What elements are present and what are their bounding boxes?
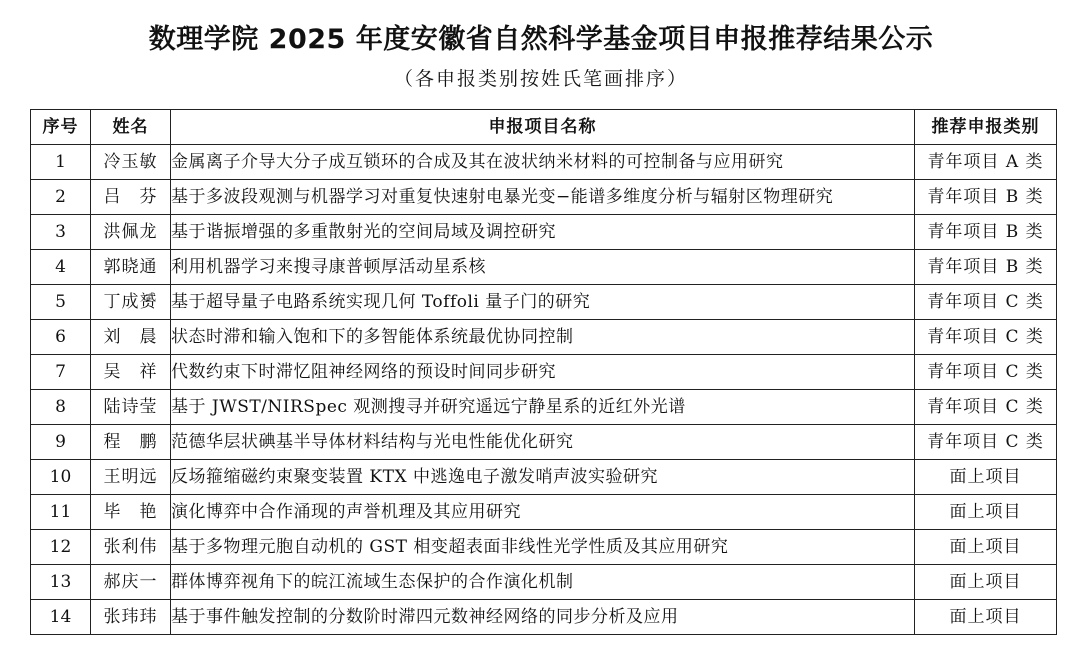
page-subtitle: （各申报类别按姓氏笔画排序）	[393, 68, 688, 90]
row-category: 青年项目 B 类	[915, 180, 1057, 215]
header-no: 序号	[31, 110, 91, 145]
row-category: 青年项目 C 类	[915, 425, 1057, 460]
row-category: 青年项目 C 类	[915, 355, 1057, 390]
row-category: 青年项目 B 类	[915, 250, 1057, 285]
row-project: 群体博弈视角下的皖江流域生态保护的合作演化机制	[171, 565, 915, 600]
row-category: 青年项目 B 类	[915, 215, 1057, 250]
row-category: 青年项目 A 类	[915, 145, 1057, 180]
table-row	[31, 145, 1057, 180]
row-category: 面上项目	[915, 530, 1057, 565]
row-project: 基于事件触发控制的分数阶时滞四元数神经网络的同步分析及应用	[171, 600, 915, 635]
row-name: 程 鹏	[91, 425, 171, 460]
table-row	[31, 250, 1057, 285]
row-name: 吕 芬	[91, 180, 171, 215]
row-no: 2	[31, 180, 91, 215]
row-name: 刘 晨	[91, 320, 171, 355]
row-project: 金属离子介导大分子成互锁环的合成及其在波状纳米材料的可控制备与应用研究	[171, 145, 915, 180]
row-project: 状态时滞和输入饱和下的多智能体系统最优协同控制	[171, 320, 915, 355]
page-title: 数理学院 2025 年度安徽省自然科学基金项目申报推荐结果公示	[148, 24, 934, 55]
row-category: 青年项目 C 类	[915, 390, 1057, 425]
row-category: 面上项目	[915, 565, 1057, 600]
row-no: 7	[31, 355, 91, 390]
row-project: 利用机器学习来搜寻康普顿厚活动星系核	[171, 250, 915, 285]
table-row	[31, 495, 1057, 530]
row-no: 8	[31, 390, 91, 425]
row-project: 基于多物理元胞自动机的 GST 相变超表面非线性光学性质及其应用研究	[171, 530, 915, 565]
row-project: 基于 JWST/NIRSpec 观测搜寻并研究遥远宁静星系的近红外光谱	[171, 390, 915, 425]
row-no: 5	[31, 285, 91, 320]
table-row	[31, 320, 1057, 355]
row-project: 范德华层状碘基半导体材料结构与光电性能优化研究	[171, 425, 915, 460]
row-category: 面上项目	[915, 495, 1057, 530]
row-name: 冷玉敏	[91, 145, 171, 180]
header-project: 申报项目名称	[171, 110, 915, 145]
row-name: 吴 祥	[91, 355, 171, 390]
row-no: 6	[31, 320, 91, 355]
row-category: 面上项目	[915, 460, 1057, 495]
table-row	[31, 600, 1057, 635]
table-row	[31, 180, 1057, 215]
table-header-row	[31, 110, 1057, 145]
row-name: 张利伟	[91, 530, 171, 565]
row-category: 面上项目	[915, 600, 1057, 635]
table-row	[31, 460, 1057, 495]
row-project: 基于谐振增强的多重散射光的空间局域及调控研究	[171, 215, 915, 250]
table-row	[31, 565, 1057, 600]
row-project: 反场箍缩磁约束聚变装置 KTX 中逃逸电子激发哨声波实验研究	[171, 460, 915, 495]
row-name: 郝庆一	[91, 565, 171, 600]
row-no: 3	[31, 215, 91, 250]
row-name: 王明远	[91, 460, 171, 495]
row-name: 陆诗莹	[91, 390, 171, 425]
table-row	[31, 215, 1057, 250]
row-category: 青年项目 C 类	[915, 320, 1057, 355]
table-row	[31, 425, 1057, 460]
row-name: 郭晓通	[91, 250, 171, 285]
row-no: 1	[31, 145, 91, 180]
row-no: 13	[31, 565, 91, 600]
row-project: 演化博弈中合作涌现的声誉机理及其应用研究	[171, 495, 915, 530]
table-row	[31, 285, 1057, 320]
row-project: 基于多波段观测与机器学习对重复快速射电暴光变−能谱多维度分析与辐射区物理研究	[171, 180, 915, 215]
row-no: 11	[31, 495, 91, 530]
row-no: 4	[31, 250, 91, 285]
table-row	[31, 390, 1057, 425]
row-no: 12	[31, 530, 91, 565]
row-project: 基于超导量子电路系统实现几何 Toffoli 量子门的研究	[171, 285, 915, 320]
row-project: 代数约束下时滞忆阻神经网络的预设时间同步研究	[171, 355, 915, 390]
results-table	[30, 109, 1057, 635]
row-name: 毕 艳	[91, 495, 171, 530]
row-name: 丁成赟	[91, 285, 171, 320]
table-row	[31, 530, 1057, 565]
row-no: 14	[31, 600, 91, 635]
row-no: 9	[31, 425, 91, 460]
row-name: 洪佩龙	[91, 215, 171, 250]
row-no: 10	[31, 460, 91, 495]
row-category: 青年项目 C 类	[915, 285, 1057, 320]
header-name: 姓名	[91, 110, 171, 145]
row-name: 张玮玮	[91, 600, 171, 635]
table-row	[31, 355, 1057, 390]
header-category: 推荐申报类别	[915, 110, 1057, 145]
